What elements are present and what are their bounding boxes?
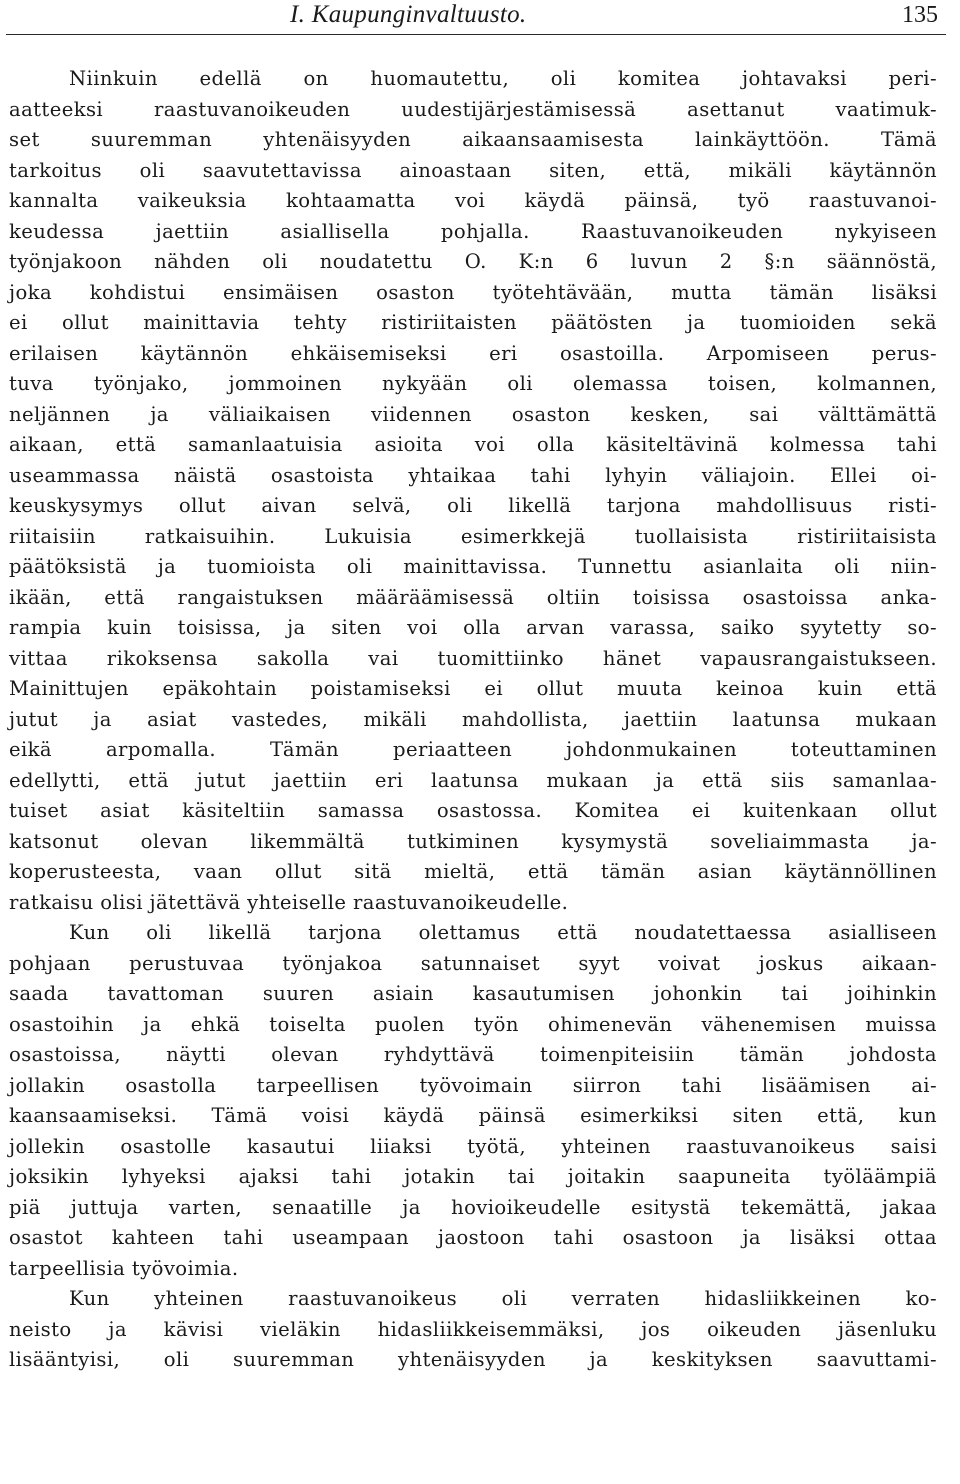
text-line: pohjaan perustuvaa työnjakoa satunnaiset syyt voivat joskus aikaan-: [9, 951, 937, 975]
text-line: tuiset asiat käsiteltiin samassa osastossa. Komitea ei kuitenkaan ollut: [9, 799, 937, 822]
text-line: Mainittujen epäkohtain poistamiseksi ei ollut muuta keinoa kuin että: [9, 677, 937, 700]
body-text: [9, 64, 937, 1376]
text-line: set suuremman yhtenäisyyden aikaansaamisesta lainkäyttöön. Tämä: [9, 128, 937, 151]
text-line: Kun oli likellä tarjona olettamus että noudatettaessa asialliseen: [69, 921, 937, 944]
text-line: osastot kahteen tahi useampaan jaostoon tahi osastoon ja lisäksi ottaa: [9, 1226, 937, 1249]
text-line: osastoissa, näytti olevan ryhdyttävä toimenpiteisiin tämän johdosta: [9, 1043, 937, 1066]
text-line: tarkoitus oli saavutettavissa ainoastaan siten, että, mikäli käytännön: [9, 158, 937, 182]
text-line: vittaa rikoksensa sakolla vai tuomittiinko hänet vapausrangaistukseen.: [9, 646, 937, 670]
text-line: piä juttuja varten, senaatille ja hovioikeudelle esitystä tekemättä, jakaa: [9, 1195, 937, 1219]
text-line: ikään, että rangaistuksen määräämisessä oltiin toisissa osastoissa anka-: [9, 585, 937, 609]
text-line: saada tavattoman suuren asiain kasautumisen johonkin tai joihinkin: [9, 982, 937, 1005]
text-line: edellytti, että jutut jaettiin eri laatunsa mukaan ja että siis samanlaa-: [9, 768, 937, 792]
text-line: koperusteesta, vaan ollut sitä mieltä, että tämän asian käytännöllinen: [9, 860, 937, 883]
text-line: työnjakoon nähden oli noudatettu O. K:n 6 luvun 2 §:n säännöstä,: [9, 250, 937, 273]
text-line: tuva työnjako, jommoinen nykyään oli olemassa toisen, kolmannen,: [9, 372, 937, 395]
text-line: aikaan, että samanlaatuisia asioita voi olla käsiteltävinä kolmessa tahi: [9, 433, 937, 456]
text-line: jollakin osastolla tarpeellisen työvoimain siirron tahi lisäämisen ai-: [9, 1073, 937, 1097]
text-line: keudessa jaettiin asiallisella pohjalla. Raastuvanoikeuden nykyiseen: [9, 219, 937, 243]
text-line: rampia kuin toisissa, ja siten voi olla arvan varassa, saiko syytetty so-: [9, 616, 937, 639]
text-line: osastoihin ja ehkä toiselta puolen työn ohimenevän vähenemisen muissa: [9, 1012, 937, 1036]
text-line: riitaisiin ratkaisuihin. Lukuisia esimerkkejä tuollaisista ristiriitaisista: [9, 524, 937, 548]
text-line: eikä arpomalla. Tämän periaatteen johdonmukainen toteuttaminen: [9, 738, 937, 761]
text-line: ei ollut mainittavia tehty ristiriitaisten päätösten ja tuomioiden sekä: [9, 311, 937, 334]
header-rule: [6, 34, 946, 35]
text-line: neisto ja kävisi vieläkin hidasliikkeisemmäksi, jos oikeuden jäsenluku: [9, 1317, 937, 1341]
text-line: Kun yhteinen raastuvanoikeus oli verraten hidasliikkeinen ko-: [69, 1287, 937, 1310]
text-line: jutut ja asiat vastedes, mikäli mahdollista, jaettiin laatunsa mukaan: [9, 707, 937, 731]
text-line: ratkaisu olisi jätettävä yhteiselle raastuvanoikeudelle.: [9, 890, 569, 914]
text-line: kannalta vaikeuksia kohtaamatta voi käydä päinsä, työ raastuvanoi-: [9, 189, 937, 212]
text-line: keuskysymys ollut aivan selvä, oli likellä tarjona mahdollisuus risti-: [9, 494, 937, 517]
running-head: [0, 0, 960, 34]
text-line: erilaisen käytännön ehkäisemiseksi eri osastoilla. Arpomiseen perus-: [9, 341, 937, 365]
text-line: päätöksistä ja tuomioista oli mainittavissa. Tunnettu asianlaita oli niin-: [9, 555, 937, 578]
text-line: katsonut olevan likemmältä tutkiminen kysymystä soveliaimmasta ja-: [9, 829, 937, 853]
text-line: aatteeksi raastuvanoikeuden uudestijärjestämisessä asettanut vaatimuk-: [9, 97, 937, 121]
text-line: lisääntyisi, oli suuremman yhtenäisyyden ja keskityksen saavuttami-: [9, 1348, 937, 1371]
text-line: Niinkuin edellä on huomautettu, oli komitea johtavaksi peri-: [69, 67, 937, 90]
text-line: joksikin lyhyeksi ajaksi tahi jotakin tai joitakin saapuneita työläämpiä: [9, 1165, 937, 1188]
text-line: jollekin osastolle kasautui liiaksi työtä, yhteinen raastuvanoikeus saisi: [9, 1134, 937, 1158]
text-line: useammassa näistä osastoista yhtaikaa tahi lyhyin väliajoin. Ellei oi-: [9, 463, 937, 487]
page-number: 135: [902, 2, 938, 28]
text-line: joka kohdistui ensimäisen osaston työtehtävään, mutta tämän lisäksi: [9, 280, 937, 304]
text-line: neljännen ja väliaikaisen viidennen osaston kesken, sai välttämättä: [9, 402, 937, 426]
section-title: I. Kaupunginvaltuusto.: [290, 1, 527, 28]
text-line: kaansaamiseksi. Tämä voisi käydä päinsä esimerkiksi siten että, kun: [9, 1104, 937, 1127]
text-line: tarpeellisia työvoimia.: [9, 1256, 239, 1280]
